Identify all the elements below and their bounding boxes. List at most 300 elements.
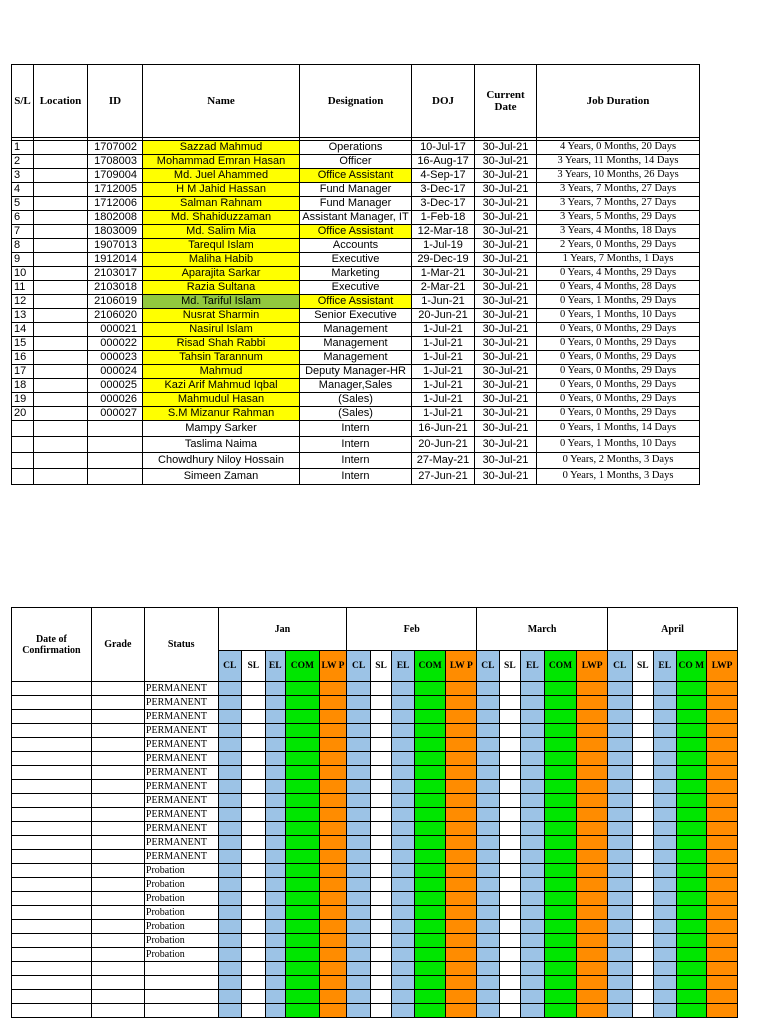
cell-leave-com: [676, 878, 707, 892]
cell-leave-cl: [477, 990, 499, 1004]
cell-location: [34, 469, 88, 485]
cell-leave-lwp: [707, 752, 738, 766]
cell-leave-cl: [218, 724, 242, 738]
cell-leave-el: [521, 710, 545, 724]
cell-leave-el: [265, 822, 285, 836]
cell-leave-lwp: [446, 752, 477, 766]
cell-status: Probation: [144, 920, 218, 934]
cell-leave-com: [285, 780, 319, 794]
cell-designation: Management: [300, 351, 412, 365]
cell-leave-cl: [477, 808, 499, 822]
cell-leave-cl: [347, 696, 371, 710]
cell-leave-sl: [242, 710, 266, 724]
cell-name: Mohammad Emran Hasan: [143, 155, 300, 169]
employee-row: [12, 407, 700, 421]
cell-sl: 7: [12, 225, 34, 239]
header-leave-el: EL: [521, 651, 545, 682]
cell-leave-sl: [242, 738, 266, 752]
cell-id: 000023: [88, 351, 143, 365]
cell-name: Simeen Zaman: [143, 469, 300, 485]
header-month-march: March: [477, 608, 608, 651]
cell-leave-cl: [218, 948, 242, 962]
cell-leave-el: [654, 1004, 676, 1018]
cell-leave-cl: [347, 808, 371, 822]
cell-job-duration: 0 Years, 0 Months, 29 Days: [537, 365, 700, 379]
cell-location: [34, 225, 88, 239]
cell-current-date: 30-Jul-21: [475, 169, 537, 183]
cell-leave-sl: [632, 808, 653, 822]
cell-leave-el: [521, 962, 545, 976]
cell-leave-lwp: [446, 906, 477, 920]
cell-location: [34, 351, 88, 365]
cell-leave-sl: [499, 906, 520, 920]
cell-leave-sl: [632, 892, 653, 906]
cell-designation: Executive: [300, 281, 412, 295]
cell-doj: 1-Feb-18: [412, 211, 475, 225]
cell-name: S.M Mizanur Rahman: [143, 407, 300, 421]
cell-status: PERMANENT: [144, 710, 218, 724]
cell-leave-com: [414, 892, 446, 906]
cell-leave-com: [414, 906, 446, 920]
cell-leave-el: [654, 948, 676, 962]
cell-name: Aparajita Sarkar: [143, 267, 300, 281]
cell-leave-cl: [218, 710, 242, 724]
cell-leave-sl: [370, 920, 391, 934]
cell-date-of-confirmation: [12, 710, 92, 724]
cell-designation: Fund Manager: [300, 183, 412, 197]
cell-leave-cl: [477, 850, 499, 864]
employee-row: [12, 225, 700, 239]
cell-leave-sl: [370, 990, 391, 1004]
cell-leave-sl: [632, 850, 653, 864]
cell-date-of-confirmation: [12, 892, 92, 906]
cell-leave-lwp: [707, 724, 738, 738]
cell-leave-el: [265, 976, 285, 990]
header-leave-cl: CL: [347, 651, 371, 682]
cell-leave-lwp: [577, 864, 608, 878]
cell-leave-el: [521, 892, 545, 906]
cell-leave-el: [654, 878, 676, 892]
cell-current-date: 30-Jul-21: [475, 453, 537, 469]
cell-leave-cl: [347, 962, 371, 976]
cell-leave-cl: [608, 836, 633, 850]
cell-leave-lwp: [446, 682, 477, 696]
cell-leave-lwp: [577, 710, 608, 724]
cell-name: Md. Shahiduzzaman: [143, 211, 300, 225]
cell-leave-com: [676, 808, 707, 822]
cell-doj: 27-May-21: [412, 453, 475, 469]
header-leave-cl: CL: [218, 651, 242, 682]
cell-leave-sl: [499, 836, 520, 850]
cell-leave-com: [676, 962, 707, 976]
cell-designation: Fund Manager: [300, 197, 412, 211]
cell-date-of-confirmation: [12, 1004, 92, 1018]
cell-leave-cl: [218, 934, 242, 948]
cell-leave-el: [392, 696, 414, 710]
cell-leave-el: [392, 808, 414, 822]
cell-leave-lwp: [577, 780, 608, 794]
cell-leave-el: [521, 836, 545, 850]
cell-status: [144, 990, 218, 1004]
cell-leave-com: [676, 794, 707, 808]
cell-job-duration: 0 Years, 4 Months, 29 Days: [537, 267, 700, 281]
cell-id: 2106020: [88, 309, 143, 323]
header-sl: S/L: [12, 65, 34, 138]
cell-leave-com: [285, 752, 319, 766]
cell-leave-el: [521, 822, 545, 836]
cell-grade: [91, 948, 144, 962]
employee-row: [12, 211, 700, 225]
leave-row: [12, 962, 738, 976]
cell-sl: 8: [12, 239, 34, 253]
cell-leave-cl: [608, 794, 633, 808]
cell-leave-el: [392, 906, 414, 920]
cell-current-date: 30-Jul-21: [475, 267, 537, 281]
cell-name: Nusrat Sharmin: [143, 309, 300, 323]
cell-location: [34, 141, 88, 155]
cell-leave-com: [544, 766, 577, 780]
cell-current-date: 30-Jul-21: [475, 183, 537, 197]
cell-leave-el: [521, 976, 545, 990]
cell-leave-lwp: [446, 724, 477, 738]
cell-leave-cl: [347, 976, 371, 990]
cell-current-date: 30-Jul-21: [475, 337, 537, 351]
header-current-date: Current Date: [475, 65, 537, 138]
cell-leave-el: [521, 766, 545, 780]
cell-leave-lwp: [577, 766, 608, 780]
cell-leave-com: [544, 1004, 577, 1018]
cell-leave-el: [392, 976, 414, 990]
cell-leave-cl: [608, 682, 633, 696]
cell-leave-com: [676, 780, 707, 794]
cell-name: Md. Tariful Islam: [143, 295, 300, 309]
cell-current-date: 30-Jul-21: [475, 281, 537, 295]
cell-id: 1803009: [88, 225, 143, 239]
cell-leave-el: [654, 724, 676, 738]
cell-id: 000025: [88, 379, 143, 393]
cell-leave-lwp: [707, 878, 738, 892]
cell-leave-el: [654, 976, 676, 990]
cell-leave-el: [265, 906, 285, 920]
cell-leave-com: [544, 710, 577, 724]
cell-sl: 13: [12, 309, 34, 323]
cell-leave-com: [414, 850, 446, 864]
cell-job-duration: 2 Years, 0 Months, 29 Days: [537, 239, 700, 253]
cell-leave-el: [392, 850, 414, 864]
cell-leave-com: [285, 682, 319, 696]
cell-leave-cl: [477, 976, 499, 990]
cell-date-of-confirmation: [12, 850, 92, 864]
leave-row: [12, 864, 738, 878]
cell-leave-lwp: [707, 948, 738, 962]
cell-location: [34, 453, 88, 469]
cell-leave-el: [265, 752, 285, 766]
cell-name: Mampy Sarker: [143, 421, 300, 437]
cell-current-date: 30-Jul-21: [475, 421, 537, 437]
cell-leave-com: [544, 724, 577, 738]
cell-leave-com: [414, 864, 446, 878]
intern-row: [12, 437, 700, 453]
cell-date-of-confirmation: [12, 906, 92, 920]
cell-leave-el: [654, 864, 676, 878]
leave-row: [12, 780, 738, 794]
header-leave-el: EL: [654, 651, 676, 682]
cell-leave-el: [521, 948, 545, 962]
cell-leave-el: [654, 990, 676, 1004]
cell-sl: [12, 453, 34, 469]
cell-leave-com: [544, 934, 577, 948]
cell-leave-el: [654, 906, 676, 920]
cell-leave-sl: [370, 808, 391, 822]
cell-designation: Operations: [300, 141, 412, 155]
cell-leave-el: [265, 920, 285, 934]
cell-sl: 5: [12, 197, 34, 211]
header-id: ID: [88, 65, 143, 138]
cell-doj: 12-Mar-18: [412, 225, 475, 239]
employee-row: [12, 183, 700, 197]
cell-leave-el: [521, 920, 545, 934]
cell-leave-lwp: [707, 1004, 738, 1018]
cell-leave-lwp: [577, 934, 608, 948]
header-doj: DOJ: [412, 65, 475, 138]
cell-leave-com: [285, 864, 319, 878]
leave-row: [12, 850, 738, 864]
leave-row: [12, 766, 738, 780]
cell-name: Chowdhury Niloy Hossain: [143, 453, 300, 469]
cell-grade: [91, 794, 144, 808]
cell-leave-sl: [499, 710, 520, 724]
cell-leave-cl: [608, 948, 633, 962]
cell-sl: 2: [12, 155, 34, 169]
cell-leave-sl: [370, 836, 391, 850]
cell-sl: [12, 437, 34, 453]
cell-leave-sl: [370, 696, 391, 710]
cell-leave-com: [285, 808, 319, 822]
cell-status: PERMANENT: [144, 850, 218, 864]
cell-grade: [91, 990, 144, 1004]
cell-leave-sl: [242, 794, 266, 808]
cell-status: Probation: [144, 892, 218, 906]
cell-name: Mahmud: [143, 365, 300, 379]
cell-leave-lwp: [446, 864, 477, 878]
cell-leave-com: [285, 878, 319, 892]
cell-status: Probation: [144, 934, 218, 948]
cell-job-duration: 0 Years, 0 Months, 29 Days: [537, 337, 700, 351]
cell-leave-com: [414, 724, 446, 738]
cell-designation: Executive: [300, 253, 412, 267]
cell-leave-com: [285, 920, 319, 934]
cell-leave-lwp: [707, 808, 738, 822]
cell-leave-el: [654, 766, 676, 780]
cell-id: 1707002: [88, 141, 143, 155]
cell-id: [88, 469, 143, 485]
cell-leave-lwp: [319, 738, 347, 752]
cell-current-date: 30-Jul-21: [475, 379, 537, 393]
cell-leave-cl: [608, 934, 633, 948]
cell-leave-com: [676, 710, 707, 724]
cell-location: [34, 393, 88, 407]
header-leave-com: CO M: [676, 651, 707, 682]
cell-leave-cl: [477, 738, 499, 752]
leave-row: [12, 878, 738, 892]
cell-leave-el: [265, 990, 285, 1004]
cell-job-duration: 0 Years, 0 Months, 29 Days: [537, 379, 700, 393]
cell-sl: 19: [12, 393, 34, 407]
employee-row: [12, 309, 700, 323]
cell-leave-com: [676, 822, 707, 836]
header-status: Status: [144, 608, 218, 682]
cell-leave-com: [676, 738, 707, 752]
cell-name: Md. Juel Ahammed: [143, 169, 300, 183]
cell-leave-lwp: [446, 738, 477, 752]
cell-id: 000024: [88, 365, 143, 379]
leave-table-header: [12, 608, 738, 682]
cell-leave-el: [521, 752, 545, 766]
cell-leave-cl: [218, 1004, 242, 1018]
cell-doj: 2-Mar-21: [412, 281, 475, 295]
cell-date-of-confirmation: [12, 878, 92, 892]
cell-name: Tarequl Islam: [143, 239, 300, 253]
cell-leave-sl: [370, 738, 391, 752]
cell-leave-el: [521, 906, 545, 920]
cell-leave-com: [676, 920, 707, 934]
leave-row: [12, 710, 738, 724]
cell-location: [34, 309, 88, 323]
header-leave-cl: CL: [608, 651, 633, 682]
cell-grade: [91, 864, 144, 878]
cell-leave-el: [392, 682, 414, 696]
cell-doj: 20-Jun-21: [412, 309, 475, 323]
cell-leave-sl: [370, 710, 391, 724]
cell-leave-el: [521, 990, 545, 1004]
cell-leave-lwp: [446, 920, 477, 934]
cell-designation: Office Assistant: [300, 295, 412, 309]
employee-row: [12, 351, 700, 365]
cell-leave-com: [285, 948, 319, 962]
cell-leave-com: [544, 752, 577, 766]
cell-leave-el: [521, 878, 545, 892]
cell-leave-lwp: [319, 934, 347, 948]
cell-leave-lwp: [446, 962, 477, 976]
cell-id: 1802008: [88, 211, 143, 225]
cell-leave-el: [392, 766, 414, 780]
cell-id: 1907013: [88, 239, 143, 253]
cell-grade: [91, 850, 144, 864]
cell-leave-cl: [347, 682, 371, 696]
cell-leave-cl: [477, 906, 499, 920]
cell-leave-com: [414, 990, 446, 1004]
employee-row: [12, 323, 700, 337]
cell-location: [34, 365, 88, 379]
cell-leave-lwp: [319, 990, 347, 1004]
employee-row: [12, 393, 700, 407]
cell-doj: 1-Jul-21: [412, 393, 475, 407]
cell-leave-el: [521, 724, 545, 738]
leave-row: [12, 696, 738, 710]
cell-id: 1708003: [88, 155, 143, 169]
cell-job-duration: 0 Years, 1 Months, 10 Days: [537, 309, 700, 323]
cell-leave-lwp: [707, 920, 738, 934]
cell-doj: 1-Jul-21: [412, 365, 475, 379]
cell-doj: 1-Jul-21: [412, 407, 475, 421]
cell-leave-sl: [499, 808, 520, 822]
employee-row: [12, 239, 700, 253]
cell-leave-lwp: [707, 766, 738, 780]
cell-leave-sl: [499, 794, 520, 808]
cell-leave-sl: [242, 920, 266, 934]
cell-leave-com: [285, 738, 319, 752]
cell-leave-lwp: [446, 780, 477, 794]
cell-date-of-confirmation: [12, 724, 92, 738]
cell-leave-el: [521, 1004, 545, 1018]
cell-leave-el: [654, 920, 676, 934]
cell-name: Risad Shah Rabbi: [143, 337, 300, 351]
cell-leave-cl: [347, 752, 371, 766]
cell-leave-cl: [218, 878, 242, 892]
cell-leave-cl: [608, 990, 633, 1004]
cell-leave-com: [544, 920, 577, 934]
cell-leave-lwp: [446, 766, 477, 780]
cell-leave-com: [544, 892, 577, 906]
cell-leave-cl: [477, 822, 499, 836]
cell-leave-sl: [632, 696, 653, 710]
cell-designation: Intern: [300, 437, 412, 453]
cell-grade: [91, 934, 144, 948]
cell-leave-lwp: [707, 780, 738, 794]
cell-leave-com: [676, 752, 707, 766]
cell-designation: Intern: [300, 421, 412, 437]
cell-leave-cl: [477, 836, 499, 850]
cell-doj: 4-Sep-17: [412, 169, 475, 183]
cell-leave-lwp: [319, 794, 347, 808]
cell-leave-com: [285, 850, 319, 864]
cell-leave-com: [285, 990, 319, 1004]
cell-id: 2103017: [88, 267, 143, 281]
cell-leave-el: [265, 850, 285, 864]
cell-location: [34, 323, 88, 337]
intern-row: [12, 469, 700, 485]
header-grade: Grade: [91, 608, 144, 682]
cell-leave-lwp: [319, 696, 347, 710]
cell-leave-lwp: [446, 892, 477, 906]
cell-leave-com: [676, 766, 707, 780]
cell-name: Kazi Arif Mahmud Iqbal: [143, 379, 300, 393]
cell-doj: 1-Jul-21: [412, 379, 475, 393]
cell-leave-sl: [242, 906, 266, 920]
cell-date-of-confirmation: [12, 864, 92, 878]
leave-row: [12, 976, 738, 990]
cell-leave-el: [265, 738, 285, 752]
header-leave-el: EL: [392, 651, 414, 682]
leave-row: [12, 836, 738, 850]
cell-sl: 12: [12, 295, 34, 309]
cell-current-date: 30-Jul-21: [475, 155, 537, 169]
cell-sl: 4: [12, 183, 34, 197]
cell-leave-lwp: [577, 850, 608, 864]
cell-leave-sl: [370, 864, 391, 878]
cell-leave-sl: [370, 850, 391, 864]
cell-job-duration: 3 Years, 4 Months, 18 Days: [537, 225, 700, 239]
cell-location: [34, 337, 88, 351]
cell-leave-cl: [218, 850, 242, 864]
cell-leave-cl: [477, 794, 499, 808]
leave-row: [12, 822, 738, 836]
cell-leave-com: [285, 906, 319, 920]
cell-leave-cl: [477, 1004, 499, 1018]
cell-date-of-confirmation: [12, 808, 92, 822]
cell-leave-com: [544, 948, 577, 962]
header-leave-el: EL: [265, 651, 285, 682]
